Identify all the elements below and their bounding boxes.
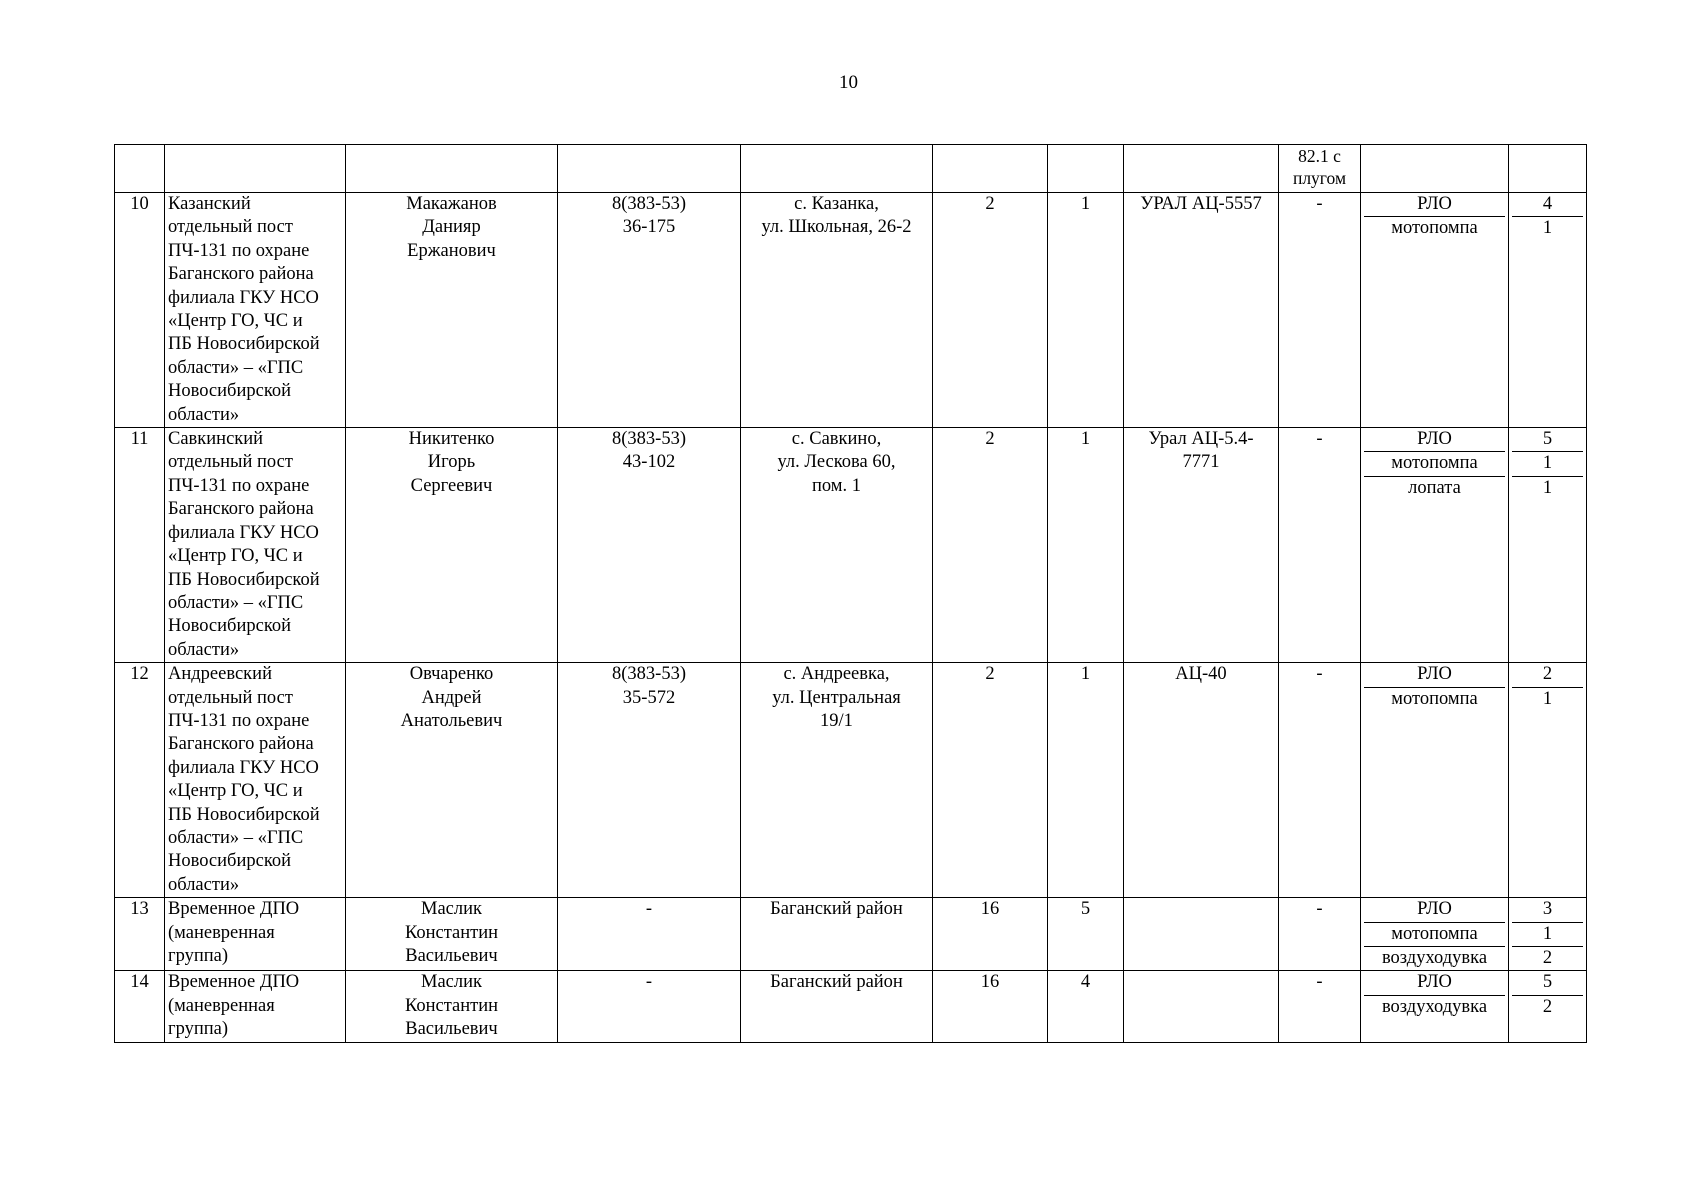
name-line: филиала ГКУ НСО <box>168 757 319 778</box>
phone-line: 8(383-53) <box>612 429 686 450</box>
equipment-count: 1 <box>1542 218 1553 239</box>
plow: - <box>1279 971 1361 1043</box>
vehicle-line: Урал АЦ-5.4- <box>1148 429 1254 450</box>
plow: - <box>1279 663 1361 898</box>
name-line: ПЧ-131 по охране <box>168 710 310 731</box>
head-name <box>346 428 558 663</box>
head-line: Овчаренко <box>409 664 494 685</box>
unit-name <box>165 971 346 1043</box>
phone <box>558 428 741 663</box>
cell-empty <box>1048 145 1124 193</box>
address <box>741 193 933 428</box>
name-line: (маневренная <box>168 922 275 943</box>
unit-count: 1 <box>1048 428 1124 663</box>
equipment-name: мотопомпа <box>1391 218 1478 239</box>
equipment-counts <box>1509 663 1587 898</box>
vehicle <box>1124 663 1279 898</box>
name-line: Новосибирской <box>168 381 292 402</box>
equipment-name: РЛО <box>1364 971 1505 995</box>
phone-line: 35-572 <box>622 687 676 708</box>
vehicle <box>1124 971 1279 1043</box>
address-line: с. Казанка, <box>794 194 879 214</box>
address-line: ул. Центральная <box>772 687 901 708</box>
name-line: Баганского района <box>168 499 314 520</box>
equipment-counts <box>1509 971 1587 1043</box>
name-line: группа) <box>168 1019 229 1040</box>
equipment-name: РЛО <box>1364 663 1505 687</box>
equipment-counts <box>1509 898 1587 971</box>
name-line: области» <box>168 639 240 660</box>
name-line: ПБ Новосибирской <box>168 804 320 825</box>
phone-line: - <box>645 899 653 920</box>
vehicle-line: АЦ-40 <box>1175 664 1227 685</box>
head-line: Никитенко <box>408 429 495 450</box>
address <box>741 971 933 1043</box>
equipment-list <box>1361 663 1509 898</box>
equipment-count: 1 <box>1542 688 1553 709</box>
equipment-name: мотопомпа <box>1364 923 1505 947</box>
equipment-list <box>1361 971 1509 1043</box>
equipment-counts <box>1509 193 1587 428</box>
phone-line: 36-175 <box>622 217 676 238</box>
cell-empty <box>1361 145 1509 193</box>
equipment-list <box>1361 898 1509 971</box>
head-line: Маслик <box>421 972 482 993</box>
equipment-count: 2 <box>1542 947 1553 968</box>
row-number: 13 <box>115 898 165 971</box>
equipment-count: 2 <box>1512 663 1583 687</box>
head-line: Васильевич <box>405 946 498 966</box>
plow: - <box>1279 898 1361 971</box>
plow: - <box>1279 428 1361 663</box>
equipment-count: 5 <box>1512 971 1583 995</box>
phone <box>558 663 741 898</box>
phone-line: 43-102 <box>622 452 676 473</box>
staff-count: 16 <box>933 898 1048 971</box>
cell-empty <box>1124 145 1279 193</box>
equipment-count: 1 <box>1512 923 1583 947</box>
name-line: Временное ДПО <box>168 899 300 920</box>
staff-count: 2 <box>933 193 1048 428</box>
equipment-name: воздуходувка <box>1381 996 1488 1017</box>
unit-name <box>165 898 346 971</box>
table-row <box>115 663 1587 898</box>
cell-empty <box>741 145 933 193</box>
name-line: отдельный пост <box>168 217 293 238</box>
name-line: Савкинский <box>168 429 264 450</box>
name-line: отдельный пост <box>168 452 293 473</box>
address-line: с. Савкино, <box>791 429 882 450</box>
head-line: Константин <box>404 922 499 943</box>
equipment-name: воздуходувка <box>1381 947 1488 968</box>
staff-count: 2 <box>933 663 1048 898</box>
plow-note-cell: 82.1 с плугом <box>1279 145 1361 193</box>
table-row <box>115 193 1587 428</box>
name-line: «Центр ГО, ЧС и <box>168 781 303 802</box>
head-name <box>346 971 558 1043</box>
name-line: Андреевский <box>168 664 272 685</box>
cell-empty <box>1509 145 1587 193</box>
table-row <box>115 428 1587 663</box>
head-line: Анатольевич <box>400 710 503 731</box>
unit-name <box>165 428 346 663</box>
equipment-count: 1 <box>1512 452 1583 476</box>
name-line: области» <box>168 874 240 895</box>
head-line: Макажанов <box>406 194 497 214</box>
equipment-name: мотопомпа <box>1364 452 1505 476</box>
name-line: филиала ГКУ НСО <box>168 287 319 308</box>
table-row <box>115 898 1587 971</box>
phone-line: 8(383-53) <box>612 664 686 685</box>
unit-name <box>165 663 346 898</box>
name-line: Новосибирской <box>168 851 292 872</box>
head-line: Константин <box>404 995 499 1016</box>
equipment-counts <box>1509 428 1587 663</box>
cell-empty <box>346 145 558 193</box>
name-line: «Центр ГО, ЧС и <box>168 311 303 332</box>
name-line: Казанский <box>168 194 251 214</box>
name-line: Баганского района <box>168 264 314 285</box>
phone <box>558 898 741 971</box>
name-line: области» – «ГПС <box>168 592 304 613</box>
name-line: Баганского района <box>168 734 314 755</box>
equipment-name: РЛО <box>1364 898 1505 922</box>
name-line: ПБ Новосибирской <box>168 569 320 590</box>
cell-empty <box>115 145 165 193</box>
address <box>741 663 933 898</box>
address <box>741 428 933 663</box>
address-line: 19/1 <box>820 710 853 731</box>
equipment-name: РЛО <box>1364 193 1505 217</box>
row-number: 14 <box>115 971 165 1043</box>
address-line: пом. 1 <box>811 475 861 496</box>
equipment-count: 3 <box>1512 898 1583 922</box>
unit-count: 4 <box>1048 971 1124 1043</box>
address-line: ул. Лескова 60, <box>777 452 896 473</box>
head-line: Маслик <box>421 899 482 920</box>
head-name <box>346 193 558 428</box>
page-number: 10 <box>839 72 858 93</box>
head-line: Игорь <box>427 452 476 473</box>
vehicle-line: 7771 <box>1182 452 1220 473</box>
name-line: группа) <box>168 946 229 966</box>
head-line: Ержанович <box>407 240 496 261</box>
address-line: Баганский район <box>770 972 903 993</box>
address-line: с. Андреевка, <box>783 664 890 685</box>
name-line: «Центр ГО, ЧС и <box>168 546 303 567</box>
table-body <box>115 145 1587 1043</box>
plow: - <box>1279 193 1361 428</box>
cell-empty <box>165 145 346 193</box>
equipment-count: 1 <box>1542 477 1553 498</box>
unit-count: 1 <box>1048 193 1124 428</box>
unit-count: 1 <box>1048 663 1124 898</box>
row-number: 11 <box>115 428 165 663</box>
vehicle <box>1124 193 1279 428</box>
equipment-list <box>1361 193 1509 428</box>
equipment-count: 2 <box>1542 996 1553 1017</box>
name-line: ПБ Новосибирской <box>168 334 320 355</box>
address <box>741 898 933 971</box>
address-line: Баганский район <box>770 899 903 920</box>
phone <box>558 971 741 1043</box>
table-row <box>115 971 1587 1043</box>
name-line: отдельный пост <box>168 687 293 708</box>
equipment-name: мотопомпа <box>1391 688 1478 709</box>
unit-name <box>165 193 346 428</box>
staff-count: 2 <box>933 428 1048 663</box>
row-number: 10 <box>115 193 165 428</box>
phone-line: 8(383-53) <box>612 194 686 214</box>
equipment-name: РЛО <box>1364 428 1505 452</box>
name-line: ПЧ-131 по охране <box>168 475 310 496</box>
equipment-list <box>1361 428 1509 663</box>
head-name <box>346 663 558 898</box>
vehicle <box>1124 898 1279 971</box>
name-line: Временное ДПО <box>168 972 300 993</box>
head-name <box>346 898 558 971</box>
staff-count: 16 <box>933 971 1048 1043</box>
cell-empty <box>558 145 741 193</box>
name-line: филиала ГКУ НСО <box>168 522 319 543</box>
name-line: области» <box>168 404 240 425</box>
equipment-count: 5 <box>1512 428 1583 452</box>
equipment-count: 4 <box>1512 193 1583 217</box>
phone <box>558 193 741 428</box>
phone-line: - <box>645 972 653 993</box>
name-line: ПЧ-131 по охране <box>168 240 310 261</box>
head-line: Васильевич <box>405 1019 498 1040</box>
row-number: 12 <box>115 663 165 898</box>
head-line: Сергеевич <box>410 475 493 496</box>
address-line: ул. Школьная, 26-2 <box>761 217 912 238</box>
carryover-row <box>115 145 1587 193</box>
vehicle <box>1124 428 1279 663</box>
name-line: (маневренная <box>168 995 275 1016</box>
unit-count: 5 <box>1048 898 1124 971</box>
head-line: Данияр <box>422 217 481 238</box>
vehicle-line: УРАЛ АЦ-5557 <box>1140 194 1262 214</box>
name-line: Новосибирской <box>168 616 292 637</box>
head-line: Андрей <box>421 687 482 708</box>
name-line: области» – «ГПС <box>168 357 304 378</box>
cell-empty <box>933 145 1048 193</box>
forces-table <box>114 144 1587 1043</box>
equipment-name: лопата <box>1408 477 1461 498</box>
name-line: области» – «ГПС <box>168 827 304 848</box>
